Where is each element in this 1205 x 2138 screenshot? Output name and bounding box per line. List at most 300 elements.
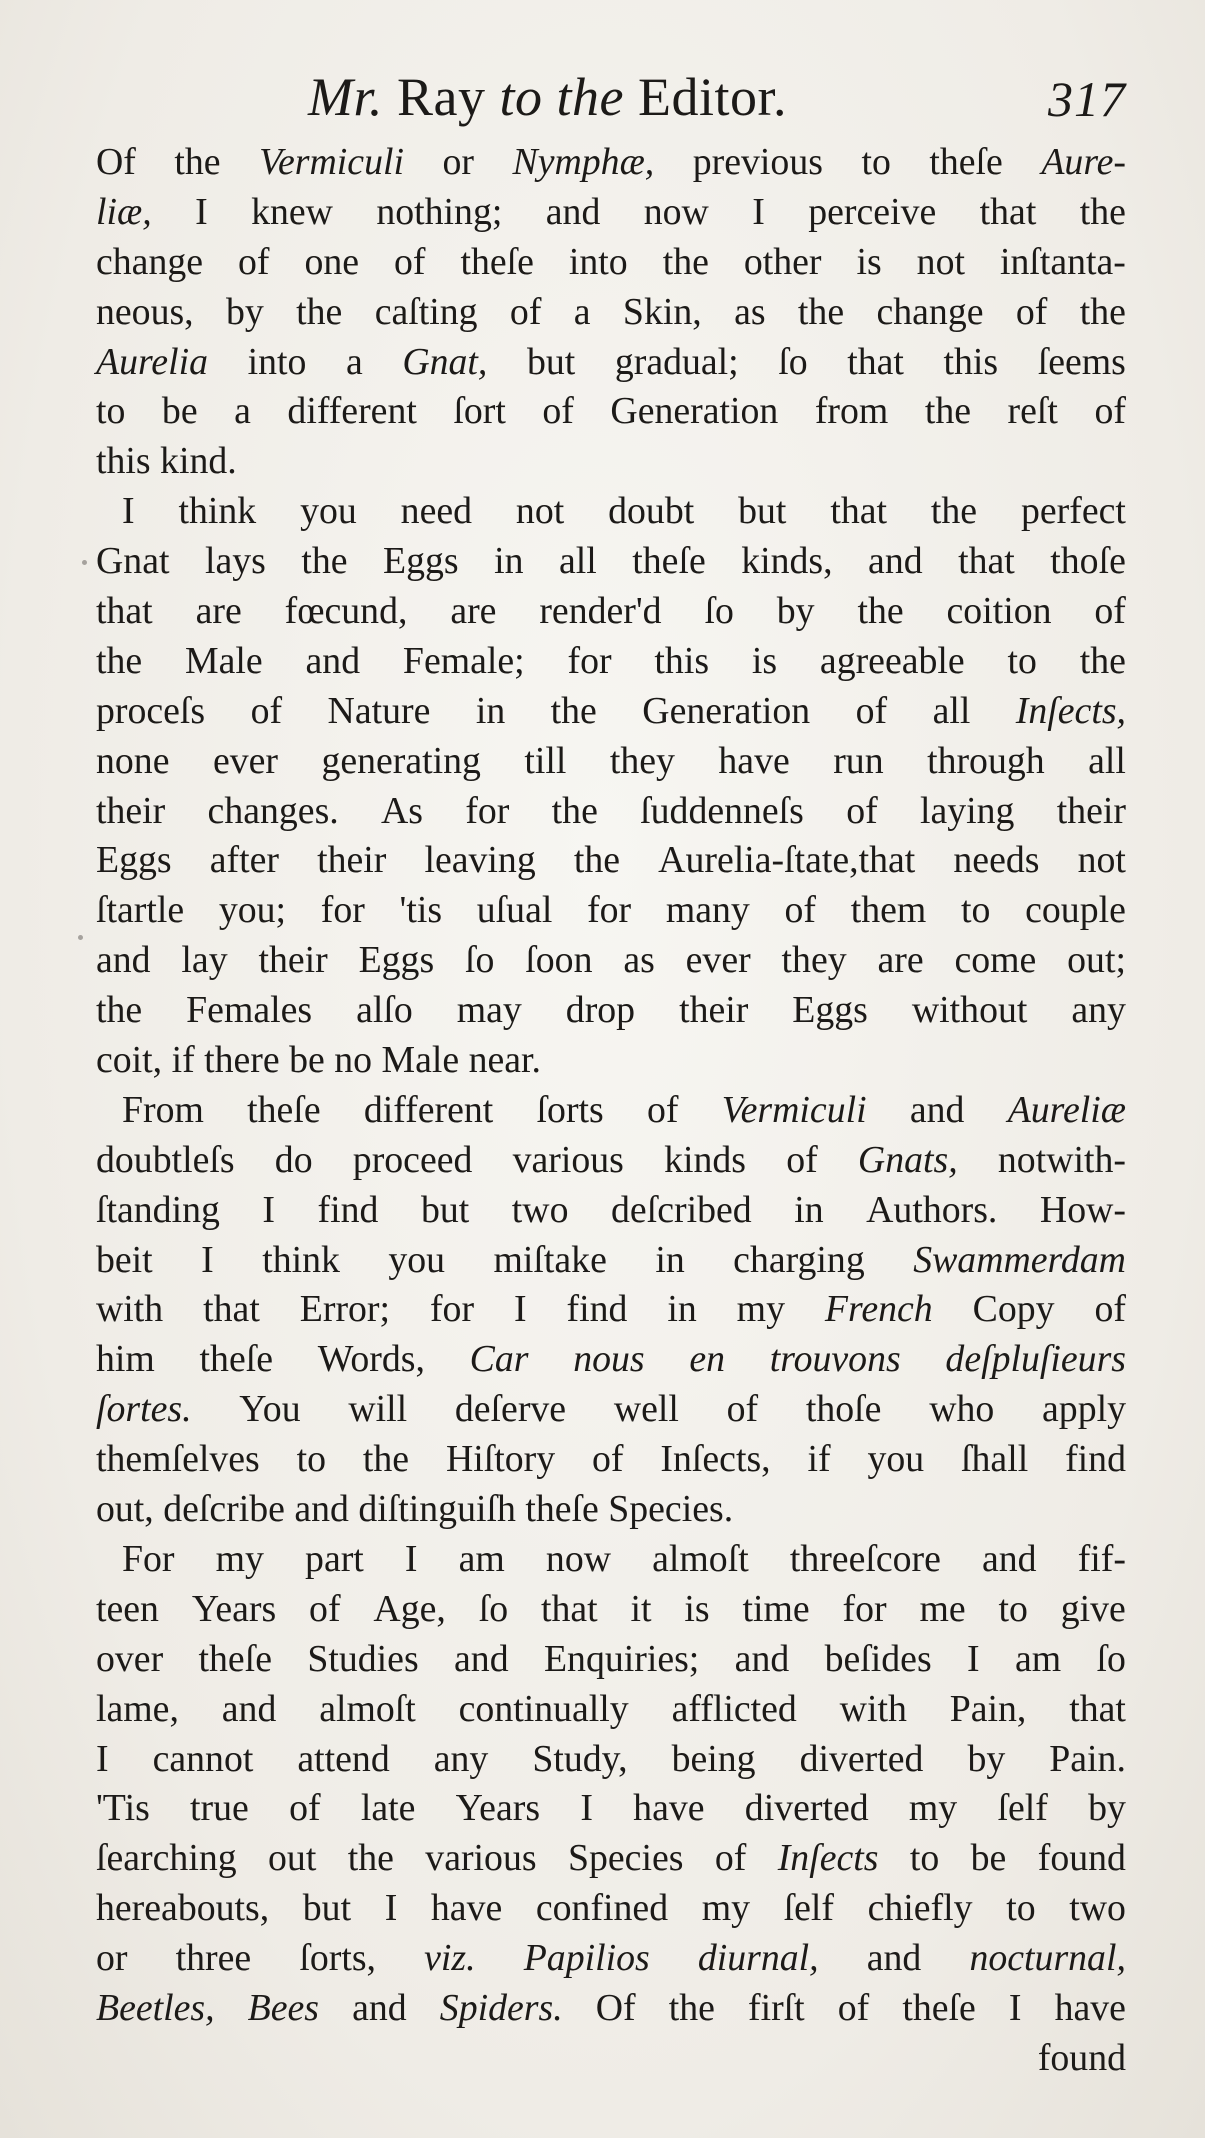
word: the (301, 540, 348, 583)
text-line (96, 1685, 1126, 1735)
word: of (309, 1587, 341, 1630)
word: of (647, 1088, 679, 1131)
word: be (970, 1837, 1007, 1880)
word: none (96, 739, 170, 782)
word: ſeems (1037, 340, 1126, 383)
word: Studies (307, 1637, 419, 1680)
word: Of (595, 1986, 636, 2029)
word: deſerve (454, 1388, 567, 1431)
word: ſo (704, 590, 734, 633)
word: Females (186, 989, 313, 1032)
word: various (425, 1837, 537, 1880)
word: ſelf (783, 1887, 835, 1930)
text-line (96, 1385, 1126, 1435)
body-text (96, 138, 1126, 2084)
word: perceive (808, 190, 937, 233)
word: generating (321, 739, 481, 782)
text-line (96, 1086, 1126, 1136)
word: change (96, 240, 204, 283)
text-line (96, 1535, 1126, 1585)
word: is (856, 240, 882, 283)
word: Study, (532, 1737, 628, 1780)
word: I (262, 1188, 275, 1231)
word: for (587, 889, 632, 932)
word: run (833, 739, 884, 782)
word: find (317, 1188, 379, 1231)
word: part (305, 1537, 364, 1580)
word: it (630, 1587, 652, 1630)
word: the (347, 1837, 394, 1880)
word: themſelves (96, 1438, 260, 1481)
word: found (1037, 1837, 1126, 1880)
word: out, deſcribe and diſtinguiſh theſe Species. (96, 1488, 734, 1531)
word: Eggs (383, 540, 459, 583)
word: Species (567, 1837, 684, 1880)
word: by (776, 590, 815, 633)
word: trouvons (769, 1338, 901, 1381)
word: doubt (608, 490, 695, 533)
word: but (526, 340, 576, 383)
word: almoſt (652, 1537, 749, 1580)
word: one (304, 240, 360, 283)
word: any (433, 1737, 489, 1780)
word: my (908, 1787, 958, 1830)
word: drop (565, 989, 636, 1032)
word: Swammerdam (913, 1238, 1126, 1281)
word: the (1079, 639, 1126, 682)
word: Years (191, 1587, 277, 1630)
word: ſo (1096, 1637, 1126, 1680)
word: lays (204, 540, 266, 583)
word: my (701, 1887, 751, 1930)
word: the (930, 490, 978, 533)
word: by (1088, 1787, 1126, 1830)
word: that (203, 1288, 260, 1331)
running-title (308, 66, 787, 128)
word: the (96, 639, 143, 682)
word: coit, if there be no Male near. (96, 1039, 541, 1082)
word: fif- (1077, 1537, 1126, 1580)
text-line (96, 1435, 1126, 1485)
word: two (1069, 1887, 1126, 1930)
word: Enquiries; (543, 1637, 700, 1680)
word: I (967, 1637, 980, 1680)
word: three (175, 1937, 252, 1980)
word: nous (573, 1338, 645, 1381)
word: over (96, 1637, 164, 1680)
word: my (736, 1288, 785, 1331)
word: Words, (317, 1338, 425, 1381)
word: you (300, 490, 357, 533)
text-line (96, 238, 1126, 288)
word: for (842, 1587, 887, 1630)
word: to (296, 1438, 327, 1481)
word: of (846, 789, 878, 832)
word: deſpluſieurs (945, 1338, 1126, 1381)
text-line (96, 886, 1126, 936)
word: many (665, 889, 750, 932)
word: their (317, 839, 387, 882)
word: for (320, 889, 365, 932)
word: that (540, 1587, 598, 1630)
text-line (96, 1136, 1126, 1186)
word: ſo (778, 340, 808, 383)
word: if (807, 1438, 831, 1481)
word: as (623, 939, 655, 982)
word: the (1079, 190, 1126, 233)
word: their (679, 989, 749, 1032)
word: needs (953, 839, 1040, 882)
text-line (96, 637, 1126, 687)
word: that (1069, 1687, 1126, 1730)
word: I (384, 1887, 398, 1930)
word: me (919, 1587, 966, 1630)
word: Aurelia (96, 340, 208, 383)
word: them (850, 889, 927, 932)
word: this (943, 340, 999, 383)
word: Gnat (96, 540, 170, 583)
word: theſe (460, 240, 534, 283)
word: you (388, 1238, 446, 1281)
text-line (96, 1186, 1126, 1236)
word: knew (251, 190, 333, 233)
text-line (96, 587, 1126, 637)
word: and (866, 1937, 922, 1980)
word: Beetles, (96, 1986, 215, 2029)
word: with (96, 1288, 164, 1331)
word: of (289, 1787, 321, 1830)
word: who (929, 1388, 995, 1431)
word: by (967, 1737, 1006, 1780)
word: do (274, 1138, 313, 1181)
word: change (876, 290, 984, 333)
word: and (909, 1088, 965, 1131)
word: of (394, 240, 426, 283)
word: to (998, 1587, 1028, 1630)
word: ſortes. (96, 1388, 192, 1431)
word: for (429, 1288, 475, 1331)
word: they (609, 739, 675, 782)
word: be (161, 390, 198, 433)
word: ſo (478, 1587, 509, 1630)
word: for (465, 789, 510, 832)
text-line (96, 1884, 1126, 1934)
word: Hiſtory (445, 1438, 556, 1481)
word: Inſects, (660, 1438, 771, 1481)
word: ſtartle (96, 889, 185, 932)
word: and (96, 939, 151, 982)
word: in (494, 540, 524, 583)
word: Eggs (96, 839, 172, 882)
word: and (305, 639, 361, 682)
text-line (96, 1635, 1126, 1685)
word: continually (458, 1687, 629, 1730)
word: I (752, 190, 765, 233)
word: this (654, 639, 710, 682)
word: am (458, 1537, 505, 1580)
word: late (360, 1787, 416, 1830)
word: ſort (453, 390, 506, 433)
word: en (689, 1338, 726, 1381)
word: Nymphæ, (512, 141, 655, 183)
word: cannot (152, 1737, 254, 1780)
word: now (545, 1537, 612, 1580)
word: theſe (199, 1338, 273, 1381)
word: Aure- (1041, 141, 1126, 183)
word: you; (218, 889, 287, 932)
word: the (550, 689, 597, 732)
word: notwith- (997, 1138, 1126, 1181)
word: gradual; (614, 340, 739, 383)
text-line (96, 188, 1126, 238)
text-line (96, 1285, 1126, 1335)
word: neous, (96, 290, 194, 333)
text-line (96, 1984, 1126, 2034)
word: ever (212, 739, 278, 782)
word: not (515, 490, 565, 533)
word: kinds, (741, 540, 833, 583)
word: attend (297, 1737, 390, 1780)
word: through (927, 739, 1045, 782)
word: Authors. (866, 1188, 998, 1231)
word: Aurelia-ſtate,that (658, 839, 916, 882)
word: coition (946, 590, 1052, 633)
word: leaving (424, 839, 536, 882)
word: him (96, 1338, 155, 1381)
word: different (287, 390, 417, 433)
word: found (1037, 2036, 1126, 2079)
word: out (268, 1837, 317, 1880)
text-line (96, 737, 1126, 787)
word: viz. (424, 1937, 476, 1980)
word: and (982, 1537, 1037, 1580)
word: Gnat, (402, 340, 488, 383)
word: changes. (207, 789, 339, 832)
word: fœcund, (284, 590, 408, 633)
word: is (684, 1587, 710, 1630)
word: of (1094, 590, 1126, 633)
word: of (592, 1438, 624, 1481)
word: proceſs (96, 689, 206, 732)
text-line (96, 1934, 1126, 1984)
word: that (979, 190, 1037, 233)
word: reſt (1007, 390, 1058, 433)
word: but (302, 1887, 352, 1930)
word: or (442, 141, 474, 183)
word: the (174, 141, 221, 183)
word: theſe (198, 1637, 272, 1680)
text-line (96, 338, 1126, 388)
word: of (786, 1138, 818, 1181)
word: to (1006, 1887, 1036, 1930)
word: but (738, 490, 787, 533)
word: the (668, 1986, 715, 2029)
word: give (1060, 1587, 1126, 1630)
word: Bees (247, 1986, 320, 2029)
word: a (573, 290, 591, 333)
word: of (542, 390, 574, 433)
word: deſcribed (611, 1188, 752, 1231)
word: French (824, 1288, 933, 1331)
word: Pain, (949, 1687, 1027, 1730)
word: their (258, 939, 328, 982)
word: You (239, 1388, 301, 1431)
text-line (96, 687, 1126, 737)
text-line (96, 787, 1126, 837)
title-mr: Mr. (308, 67, 384, 127)
word: perfect (1020, 490, 1126, 533)
word: 'Tis (96, 1787, 150, 1830)
word: ſo (465, 939, 495, 982)
word: all (1088, 739, 1126, 782)
word: of (1094, 1288, 1126, 1331)
word: as (734, 290, 766, 333)
word: ſhall (961, 1438, 1029, 1481)
word: and (221, 1687, 277, 1730)
word: the (362, 1438, 410, 1481)
word: the (296, 290, 343, 333)
text-line (96, 986, 1126, 1036)
text-line (96, 138, 1126, 188)
word: find (566, 1288, 628, 1331)
word: will (348, 1388, 408, 1431)
word: that (847, 340, 904, 383)
word: I (1008, 1986, 1022, 2029)
word: Papilios (523, 1937, 650, 1980)
word: to (909, 1837, 940, 1880)
word: have (1054, 1986, 1126, 2029)
word: proceed (352, 1138, 473, 1181)
word: almoſt (319, 1687, 416, 1730)
word: into (568, 240, 628, 283)
word: out; (1067, 939, 1126, 982)
word: diverted (799, 1737, 924, 1780)
word: the (96, 989, 143, 1032)
word: is (751, 639, 778, 682)
word: kinds (664, 1138, 747, 1181)
word: Nature (327, 689, 431, 732)
word: I (122, 490, 135, 533)
word: Generation (642, 689, 811, 732)
word: theſe (929, 141, 1003, 183)
word: threeſcore (789, 1537, 941, 1580)
text-line (96, 1236, 1126, 1286)
text-line (96, 1585, 1126, 1635)
word: miſtake (493, 1238, 607, 1281)
word: diurnal, (697, 1937, 819, 1980)
word: doubtleſs (96, 1138, 235, 1181)
word: laying (919, 789, 1015, 832)
word: to (961, 889, 991, 932)
word: find (1065, 1438, 1126, 1481)
word: theſe (902, 1986, 976, 2029)
text-line (96, 387, 1126, 437)
word: Age, (373, 1587, 446, 1630)
word: any (1071, 989, 1126, 1032)
word: Female; (402, 639, 525, 682)
word: Eggs (358, 939, 435, 982)
word: beſides (824, 1637, 932, 1680)
word: may (456, 989, 522, 1032)
word: I (513, 1288, 527, 1331)
word: of (784, 889, 817, 932)
word: ſorts (536, 1088, 604, 1131)
word: various (512, 1138, 624, 1181)
text-line (96, 437, 1126, 487)
word: How- (1039, 1188, 1126, 1231)
word: firſt (748, 1986, 805, 2029)
word: and (352, 1986, 407, 2029)
title-to-the: to the (499, 67, 624, 127)
word: in (667, 1288, 697, 1331)
word: the (1079, 290, 1126, 333)
text-line (96, 1036, 1126, 1086)
word: diverted (744, 1787, 869, 1830)
word: inſtanta- (999, 240, 1126, 283)
word: their (96, 789, 166, 832)
word: teen (96, 1587, 159, 1630)
word: For (122, 1537, 175, 1580)
word: need (400, 490, 473, 533)
word: nothing; (376, 190, 503, 233)
word: you (867, 1438, 925, 1481)
word: of (509, 290, 542, 333)
word: their (1056, 789, 1126, 832)
text-line (96, 1335, 1126, 1385)
word: beit (96, 1238, 153, 1281)
text-line (96, 936, 1126, 986)
word: think (262, 1238, 340, 1281)
word: and (454, 1637, 509, 1680)
word: am (1014, 1637, 1062, 1680)
word: for (567, 639, 612, 682)
word: are (450, 590, 497, 633)
text-line (96, 1834, 1126, 1884)
margin-dot (82, 560, 87, 565)
word: caſting (374, 290, 478, 333)
word: ſuddenneſs (640, 789, 804, 832)
margin-dot (78, 935, 83, 940)
word: of (726, 1388, 759, 1431)
word: of (1015, 290, 1048, 333)
word: Gnats, (857, 1138, 958, 1181)
word: are (195, 590, 242, 633)
word: of (1094, 390, 1126, 433)
word: From (122, 1088, 204, 1131)
word: the (797, 290, 845, 333)
word: Pain. (1049, 1737, 1126, 1780)
word: true (190, 1787, 249, 1830)
text-line (96, 537, 1126, 587)
word: to (1007, 639, 1037, 682)
word: Car (469, 1338, 529, 1381)
word: ever (685, 939, 751, 982)
word: my (215, 1537, 264, 1580)
word: think (178, 490, 257, 533)
word: the (551, 789, 598, 832)
word: Generation (610, 390, 779, 433)
word: ſelf (997, 1787, 1048, 1830)
word: Vermiculi (259, 141, 404, 183)
text-line (96, 1735, 1126, 1785)
word: I (404, 1537, 418, 1580)
word: and (734, 1637, 790, 1680)
word: ſorts, (299, 1937, 376, 1980)
word: they (781, 939, 847, 982)
word: the (924, 390, 972, 433)
word: Male (185, 639, 263, 682)
word: are (877, 939, 924, 982)
